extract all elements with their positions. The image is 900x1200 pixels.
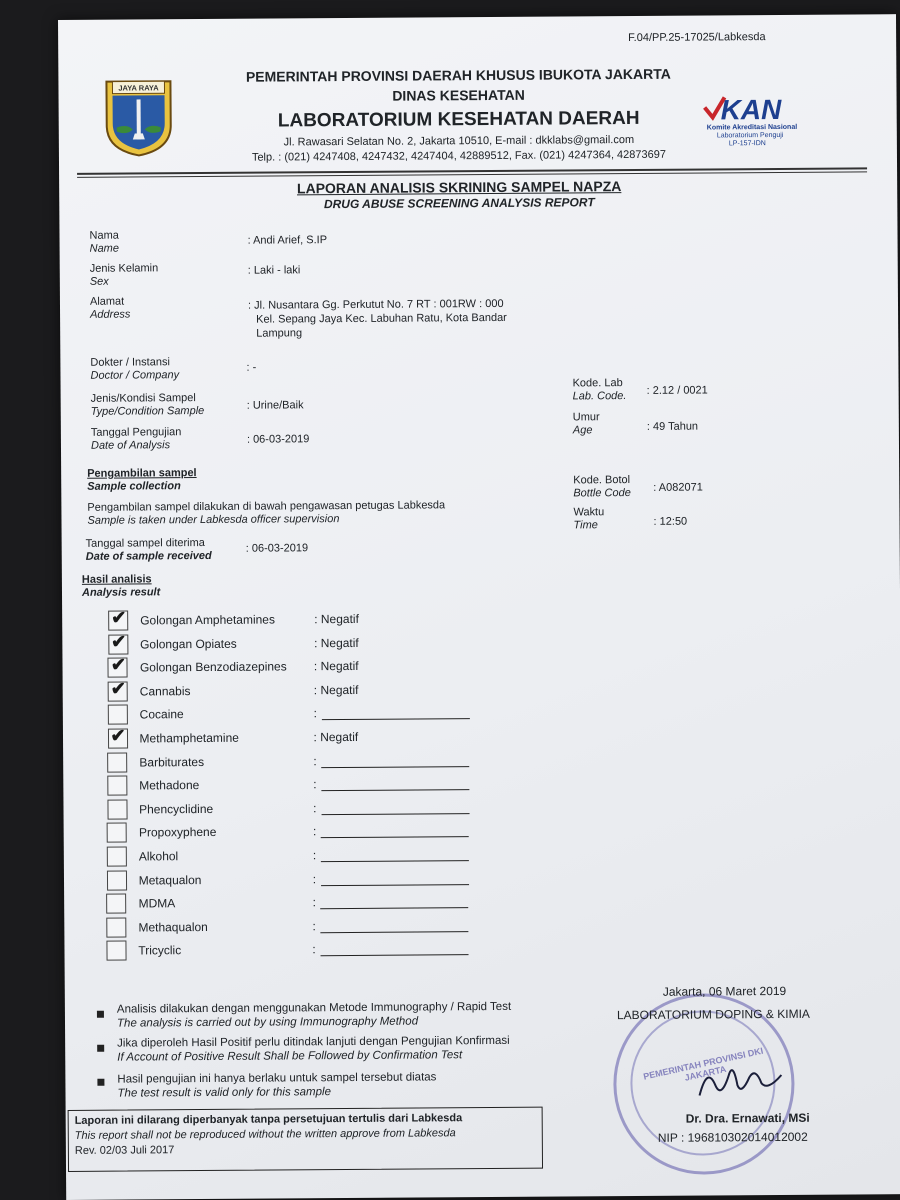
result-blank-line bbox=[320, 931, 468, 933]
result-checkbox[interactable] bbox=[108, 654, 128, 678]
result-drug-name: Alkohol bbox=[138, 849, 179, 864]
received-date-value: : 06-03-2019 bbox=[245, 542, 309, 555]
address-line-3: Lampung bbox=[256, 327, 303, 340]
reproduction-notice-box bbox=[68, 1107, 543, 1172]
kan-subtitle-3: LP-157-IDN bbox=[728, 140, 766, 148]
sample-collection-label: Pengambilan sampel Sample collection bbox=[87, 467, 197, 493]
checkmark-icon: ✔ bbox=[110, 654, 127, 675]
result-blank-line bbox=[321, 860, 469, 862]
bottle-code-label: Kode. Botol Bottle Code bbox=[573, 474, 631, 500]
note-bullet bbox=[97, 1079, 104, 1086]
checkmark-icon: ✔ bbox=[110, 725, 126, 746]
result-drug-name: Cocaine bbox=[139, 707, 184, 722]
kan-wordmark: KAN bbox=[720, 93, 782, 126]
result-value: : bbox=[312, 942, 316, 957]
result-blank-line bbox=[320, 955, 468, 957]
result-checkbox[interactable] bbox=[107, 823, 127, 843]
result-checkbox[interactable] bbox=[108, 607, 128, 631]
address-label: Alamat Address bbox=[89, 295, 131, 321]
result-checkbox[interactable] bbox=[106, 917, 126, 937]
result-value: : bbox=[312, 895, 316, 910]
notice-en: This report shall not be reproduced without the written approve from Labkesda bbox=[74, 1127, 456, 1142]
checkmark-icon: ✔ bbox=[111, 607, 127, 628]
doctor-value: : - bbox=[246, 361, 257, 374]
result-checkbox[interactable] bbox=[107, 870, 127, 890]
revision-text: Rev. 02/03 Juli 2017 bbox=[74, 1144, 175, 1157]
name-value: : Andi Arief, S.IP bbox=[247, 234, 328, 247]
result-checkbox[interactable] bbox=[107, 799, 127, 819]
analysis-date-value: : 06-03-2019 bbox=[246, 433, 310, 446]
result-value: : bbox=[312, 824, 317, 839]
result-value: : bbox=[312, 919, 316, 934]
result-value: : Negatif bbox=[313, 659, 359, 674]
note-confirmation: Jika diperoleh Hasil Positif perlu ditindak lanjuti dengan Pengujian Konfirmasi If Account of Positive Result Shall be Followed by Confirmation Test bbox=[117, 1034, 510, 1064]
result-blank-line bbox=[321, 813, 469, 815]
result-checkbox[interactable] bbox=[107, 752, 127, 772]
report-paper bbox=[58, 14, 900, 1200]
result-drug-name: Golongan Amphetamines bbox=[140, 612, 276, 628]
result-checkbox[interactable] bbox=[108, 705, 128, 725]
sex-label: Jenis Kelamin Sex bbox=[89, 262, 159, 288]
result-drug-name: Golongan Benzodiazepines bbox=[139, 659, 287, 675]
signature-organization: LABORATORIUM DOPING & KIMIA bbox=[616, 1006, 810, 1023]
age-value: : 49 Tahun bbox=[646, 420, 699, 433]
note-bullet bbox=[97, 1045, 104, 1052]
result-checkbox[interactable] bbox=[106, 941, 126, 961]
report-subtitle: DRUG ABUSE SCREENING ANALYSIS REPORT bbox=[323, 195, 595, 212]
result-value: : Negatif bbox=[313, 729, 359, 745]
analysis-date-label: Tanggal Pengujian Date of Analysis bbox=[90, 426, 182, 452]
result-checkbox[interactable] bbox=[107, 725, 127, 749]
note-validity: Hasil pengujian ini hanya berlaku untuk sampel tersebut diatas The test result is valid only for this sample bbox=[117, 1071, 437, 1100]
sex-value: : Laki - laki bbox=[247, 264, 301, 277]
result-drug-name: Cannabis bbox=[139, 683, 191, 699]
result-checkbox[interactable] bbox=[108, 678, 128, 701]
notice-id: Laporan ini dilarang diperbanyak tanpa persetujuan tertulis dari Labkesda bbox=[74, 1112, 463, 1127]
result-drug-name: Metaqualon bbox=[138, 872, 202, 888]
kan-subtitle-1: Komite Akreditasi Nasional bbox=[706, 123, 798, 132]
received-date-label: Tanggal sampel diterima Date of sample received bbox=[85, 536, 212, 563]
result-drug-name: Barbiturates bbox=[139, 754, 205, 770]
handwritten-signature bbox=[695, 1055, 785, 1106]
result-drug-name: Propoxyphene bbox=[138, 825, 217, 840]
lab-code-value: : 2.12 / 0021 bbox=[646, 384, 708, 397]
report-title: LAPORAN ANALISIS SKRINING SAMPEL NAPZA bbox=[296, 178, 622, 197]
result-drug-name: Methadone bbox=[139, 778, 200, 793]
result-value: : bbox=[313, 753, 317, 768]
result-blank-line bbox=[321, 766, 469, 768]
lab-code-label: Kode. Lab Lab. Code. bbox=[572, 377, 627, 403]
address-line-2: Kel. Sepang Jaya Kec. Labuhan Ratu, Kota Bandar bbox=[256, 311, 507, 326]
stamp-text: PEMERINTAH PROVINSI DKI JAKARTA bbox=[642, 1045, 765, 1083]
result-value: : bbox=[313, 706, 318, 721]
result-blank-line bbox=[321, 837, 469, 839]
bottle-code-value: : A082071 bbox=[653, 481, 703, 494]
jakarta-emblem-logo bbox=[102, 77, 175, 158]
result-drug-name: Golongan Opiates bbox=[139, 636, 237, 652]
logo-motto: JAYA RAYA bbox=[118, 83, 159, 93]
laboratory-heading: LABORATORIUM KESEHATAN DAERAH bbox=[277, 107, 640, 132]
note-method: Analisis dilakukan dengan menggunakan Metode Immunography / Rapid Test The analysis is carried out by using Immunography Method bbox=[116, 1000, 512, 1030]
result-drug-name: Tricyclic bbox=[138, 943, 182, 958]
age-label: Umur Age bbox=[572, 411, 600, 437]
government-heading: PEMERINTAH PROVINSI DAERAH KHUSUS IBUKOTA JAKARTA bbox=[245, 65, 671, 85]
sample-type-label: Jenis/Kondisi Sampel Type/Condition Sample bbox=[90, 392, 205, 418]
time-value: : 12:50 bbox=[653, 515, 688, 528]
result-blank-line bbox=[321, 789, 469, 791]
checkmark-icon: ✔ bbox=[110, 631, 127, 652]
signature-place-date: Jakarta, 06 Maret 2019 bbox=[662, 983, 787, 999]
result-checkbox[interactable] bbox=[106, 894, 126, 914]
result-drug-name: Methamphetamine bbox=[139, 730, 239, 746]
result-drug-name: Phencyclidine bbox=[139, 801, 214, 817]
result-value: : bbox=[312, 871, 317, 886]
signatory-name: Dr. Dra. Ernawati, MSi bbox=[685, 1110, 810, 1126]
sample-type-value: : Urine/Baik bbox=[246, 399, 304, 412]
result-blank-line bbox=[321, 907, 469, 909]
result-value: : bbox=[313, 777, 317, 792]
kan-subtitle-2: Laboratorium Penguji bbox=[716, 131, 784, 140]
signatory-nip: NIP : 196810302014012002 bbox=[657, 1129, 808, 1145]
result-blank-line bbox=[322, 719, 470, 721]
doctor-label: Dokter / Instansi Doctor / Company bbox=[90, 356, 180, 382]
kan-accreditation-logo bbox=[698, 87, 808, 148]
analysis-result-label: Hasil analisis Analysis result bbox=[81, 573, 161, 599]
result-checkbox[interactable] bbox=[108, 631, 128, 654]
address-line-1: : Jl. Nusantara Gg. Perkutut No. 7 RT : 001RW : 000 bbox=[247, 297, 504, 312]
result-value: : Negatif bbox=[313, 635, 359, 650]
result-value: : Negatif bbox=[313, 682, 359, 698]
lab-phone: Telp. : (021) 4247408, 4247432, 4247404, 42889512, Fax. (021) 4247364, 42873697 bbox=[251, 148, 667, 164]
result-drug-name: MDMA bbox=[138, 896, 176, 911]
result-checkbox[interactable] bbox=[107, 776, 127, 796]
result-checkbox[interactable] bbox=[107, 847, 127, 867]
note-bullet bbox=[97, 1011, 104, 1018]
sample-collection-note: Pengambilan sampel dilakukan di bawah pengawasan petugas Labkesda Sample is taken under Labkesda officer supervision bbox=[87, 499, 446, 527]
result-value: : bbox=[312, 848, 317, 863]
department-heading: DINAS KESEHATAN bbox=[392, 86, 525, 104]
result-value: : Negatif bbox=[314, 611, 359, 627]
result-value: : bbox=[313, 801, 317, 816]
form-code: F.04/PP.25-17025/Labkesda bbox=[628, 31, 766, 45]
lab-address: Jl. Rawasari Selatan No. 2, Jakarta 10510, E-mail : dkklabs@gmail.com bbox=[283, 133, 635, 149]
checkmark-icon: ✔ bbox=[110, 678, 126, 699]
result-drug-name: Methaqualon bbox=[138, 919, 208, 935]
result-blank-line bbox=[321, 884, 469, 886]
name-label: Nama Name bbox=[89, 229, 119, 255]
time-label: Waktu Time bbox=[573, 506, 605, 532]
